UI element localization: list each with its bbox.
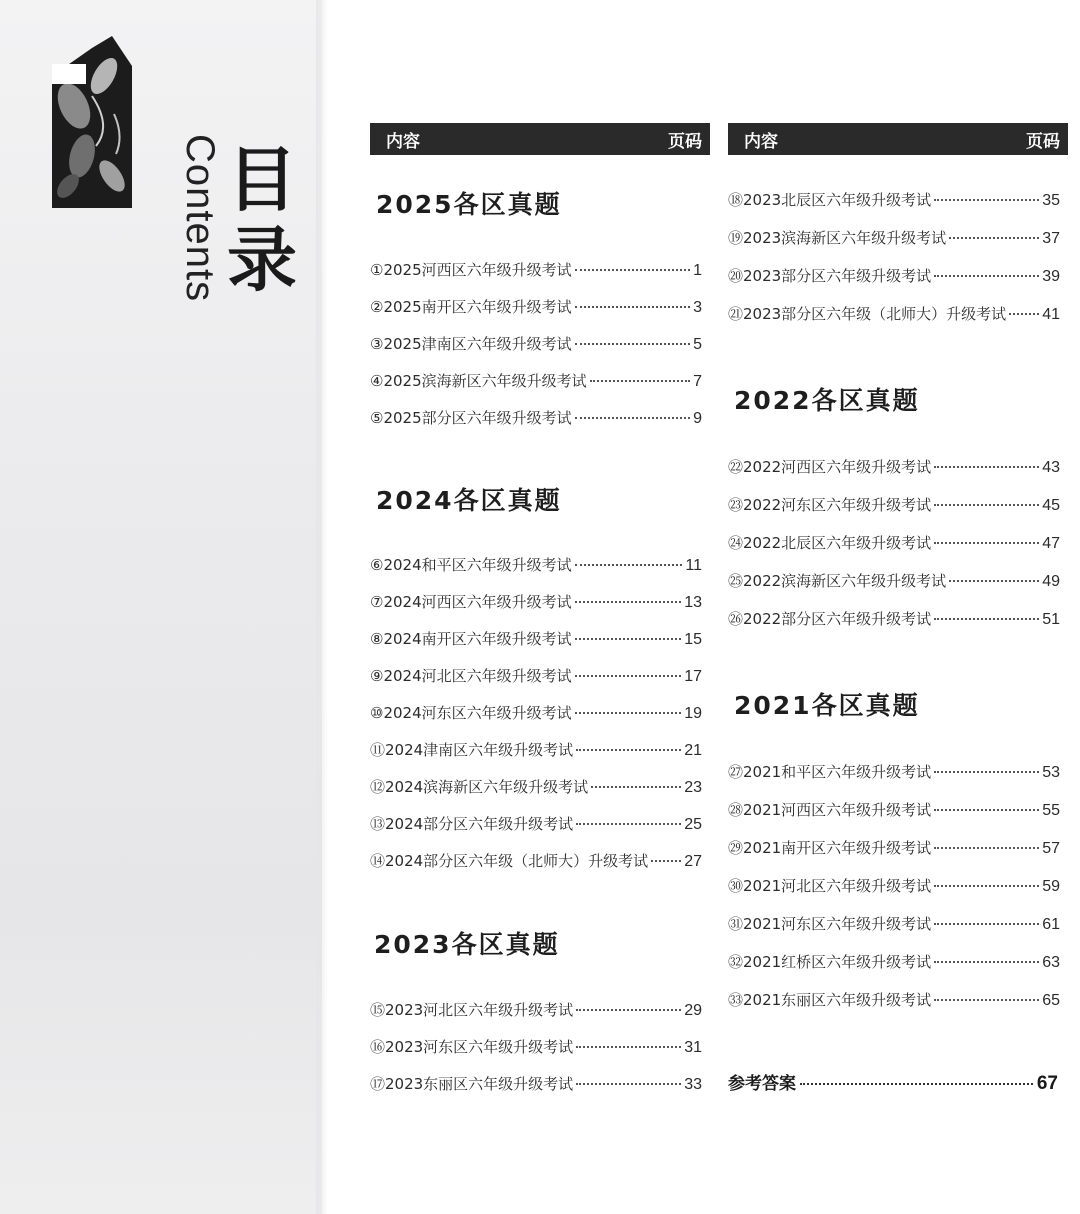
toc-column-right [728,123,1068,1103]
section-title: 2021各区真题 [734,691,920,720]
entry-page: 15 [684,631,702,648]
entry-label: ②2025南开区六年级升级考试 [370,298,572,316]
entry-label: ㉑2023部分区六年级（北师大）升级考试 [728,305,1007,323]
title-char-2: 录 [227,219,297,301]
toc-entry[interactable] [728,570,1060,596]
entry-page: 5 [693,336,702,353]
entry-page: 53 [1042,764,1060,781]
entry-page: 23 [684,779,702,796]
entry-page: 41 [1042,306,1060,323]
entry-page: 35 [1042,192,1060,209]
leader-dots [576,749,681,751]
toc-entry[interactable] [370,665,702,691]
toc-entry[interactable] [370,591,702,617]
entry-page: 55 [1042,802,1060,819]
toc-entry[interactable] [370,850,702,876]
toc-entry[interactable] [728,189,1060,215]
entry-page: 17 [684,668,702,685]
section-title: 2025各区真题 [376,190,562,219]
entry-label: ⑫2024滨海新区六年级升级考试 [370,778,589,796]
toc-entry[interactable] [370,628,702,654]
leader-dots [934,504,1039,506]
entry-page: 7 [693,373,702,390]
entry-label: ⑤2025部分区六年级升级考试 [370,409,572,427]
entry-page: 3 [693,299,702,316]
toc-entry[interactable] [728,303,1060,329]
entry-page: 21 [684,742,702,759]
leader-dots [576,823,681,825]
leader-dots [934,923,1039,925]
leader-dots [575,417,690,419]
answers-page: 67 [1036,1073,1058,1094]
leader-dots [575,675,682,677]
entry-label: ㉒2022河西区六年级升级考试 [728,458,932,476]
entry-page: 65 [1042,992,1060,1009]
header-content-label: 内容 [744,131,778,152]
entry-page: 29 [684,1002,702,1019]
toc-entry[interactable] [370,999,702,1025]
entry-page: 61 [1042,916,1060,933]
toc-entry[interactable] [370,259,702,285]
leader-dots [575,638,682,640]
entry-label: ㉙2021南开区六年级升级考试 [728,839,932,857]
column-header [728,123,1068,155]
leader-dots [575,601,682,603]
toc-entry[interactable] [728,875,1060,901]
entry-page: 11 [685,557,702,574]
entry-label: ④2025滨海新区六年级升级考试 [370,372,587,390]
leader-dots [576,1046,681,1048]
entry-page: 51 [1042,611,1060,628]
entry-page: 33 [684,1076,702,1093]
leaf-decoration-icon [52,36,132,208]
entry-label: ⑱2023北辰区六年级升级考试 [728,191,932,209]
toc-entry[interactable] [728,265,1060,291]
entry-label: ㉜2021红桥区六年级升级考试 [728,953,932,971]
toc-entry[interactable] [370,1036,702,1062]
leader-dots [934,466,1039,468]
entry-label: ⑬2024部分区六年级升级考试 [370,815,574,833]
entry-label: ⑭2024部分区六年级（北师大）升级考试 [370,852,649,870]
leader-dots [949,237,1039,239]
header-page-label: 页码 [1026,131,1060,152]
leader-dots [934,275,1039,277]
toc-entry[interactable] [728,837,1060,863]
title-chinese [222,140,302,300]
leader-dots [934,885,1039,887]
entry-page: 49 [1042,573,1060,590]
answers-entry[interactable] [728,1069,1058,1095]
leader-dots [934,999,1039,1001]
leader-dots [934,542,1039,544]
leader-dots [575,269,690,271]
leader-dots [590,380,690,382]
leader-dots [934,847,1039,849]
toc-entry[interactable] [370,407,702,433]
toc-entry[interactable] [728,608,1060,634]
entry-page: 1 [693,262,702,279]
leader-dots [575,343,690,345]
leader-dots [576,1009,681,1011]
toc-entry[interactable] [728,799,1060,825]
entry-label: ⑧2024南开区六年级升级考试 [370,630,572,648]
leader-dots [934,618,1039,620]
toc-entry[interactable] [728,456,1060,482]
entry-label: ㉖2022部分区六年级升级考试 [728,610,932,628]
entry-label: ⑰2023东丽区六年级升级考试 [370,1075,574,1093]
entry-label: ㉘2021河西区六年级升级考试 [728,801,932,819]
entry-page: 19 [684,705,702,722]
entry-page: 27 [684,853,702,870]
leader-dots [949,580,1039,582]
entry-page: 31 [684,1039,702,1056]
entry-label: ㉗2021和平区六年级升级考试 [728,763,932,781]
entry-page: 43 [1042,459,1060,476]
leader-dots [800,1083,1033,1085]
leader-dots [934,771,1039,773]
leader-dots [651,860,681,862]
title-english: Contents [178,134,222,303]
leader-dots [575,712,682,714]
entry-label: ⑥2024和平区六年级升级考试 [370,556,572,574]
toc-entry[interactable] [370,296,702,322]
toc-entry[interactable] [728,761,1060,787]
toc-entry[interactable] [370,1073,702,1099]
toc-column-left [370,123,710,1103]
toc-entry[interactable] [728,532,1060,558]
leader-dots [934,199,1039,201]
header-page-label: 页码 [668,131,702,152]
toc-entry[interactable] [370,776,702,802]
leader-dots [575,306,690,308]
toc-entry[interactable] [370,554,702,580]
leader-dots [934,809,1039,811]
entry-label: ①2025河西区六年级升级考试 [370,261,572,279]
column-header [370,123,710,155]
entry-label: ⑯2023河东区六年级升级考试 [370,1038,574,1056]
entry-label: ⑮2023河北区六年级升级考试 [370,1001,574,1019]
entry-page: 9 [693,410,702,427]
leader-dots [575,564,683,566]
entry-page: 13 [684,594,702,611]
answers-label: 参考答案 [728,1074,796,1094]
entry-label: ㉛2021河东区六年级升级考试 [728,915,932,933]
toc-entry[interactable] [728,494,1060,520]
toc-entry[interactable] [370,702,702,728]
toc-entry[interactable] [370,813,702,839]
leader-dots [934,961,1039,963]
toc-entry[interactable] [728,913,1060,939]
entry-label: ⑨2024河北区六年级升级考试 [370,667,572,685]
entry-page: 37 [1042,230,1060,247]
toc-entry[interactable] [728,227,1060,253]
entry-label: ③2025津南区六年级升级考试 [370,335,572,353]
section-title: 2024各区真题 [376,486,562,515]
entry-page: 63 [1042,954,1060,971]
section-title: 2023各区真题 [374,930,560,959]
entry-label: ⑦2024河西区六年级升级考试 [370,593,572,611]
entry-page: 39 [1042,268,1060,285]
entry-page: 45 [1042,497,1060,514]
title-char-1: 目 [227,139,297,221]
leader-dots [576,1083,681,1085]
leader-dots [1009,313,1039,315]
entry-label: ㉚2021河北区六年级升级考试 [728,877,932,895]
entry-label: ⑩2024河东区六年级升级考试 [370,704,572,722]
header-content-label: 内容 [386,131,420,152]
toc-entry[interactable] [728,989,1060,1015]
entry-label: ㉓2022河东区六年级升级考试 [728,496,932,514]
entry-page: 47 [1042,535,1060,552]
entry-label: ㉕2022滨海新区六年级升级考试 [728,572,947,590]
toc-entry[interactable] [370,370,702,396]
toc-entry[interactable] [370,739,702,765]
entry-label: ⑲2023滨海新区六年级升级考试 [728,229,947,247]
entry-label: ⑳2023部分区六年级升级考试 [728,267,932,285]
toc-entry[interactable] [370,333,702,359]
section-title: 2022各区真题 [734,386,920,415]
entry-label: ㉝2021东丽区六年级升级考试 [728,991,932,1009]
entry-page: 59 [1042,878,1060,895]
toc-entry[interactable] [728,951,1060,977]
entry-label: ⑪2024津南区六年级升级考试 [370,741,574,759]
entry-page: 25 [684,816,702,833]
entry-label: ㉔2022北辰区六年级升级考试 [728,534,932,552]
leader-dots [591,786,681,788]
entry-page: 57 [1042,840,1060,857]
